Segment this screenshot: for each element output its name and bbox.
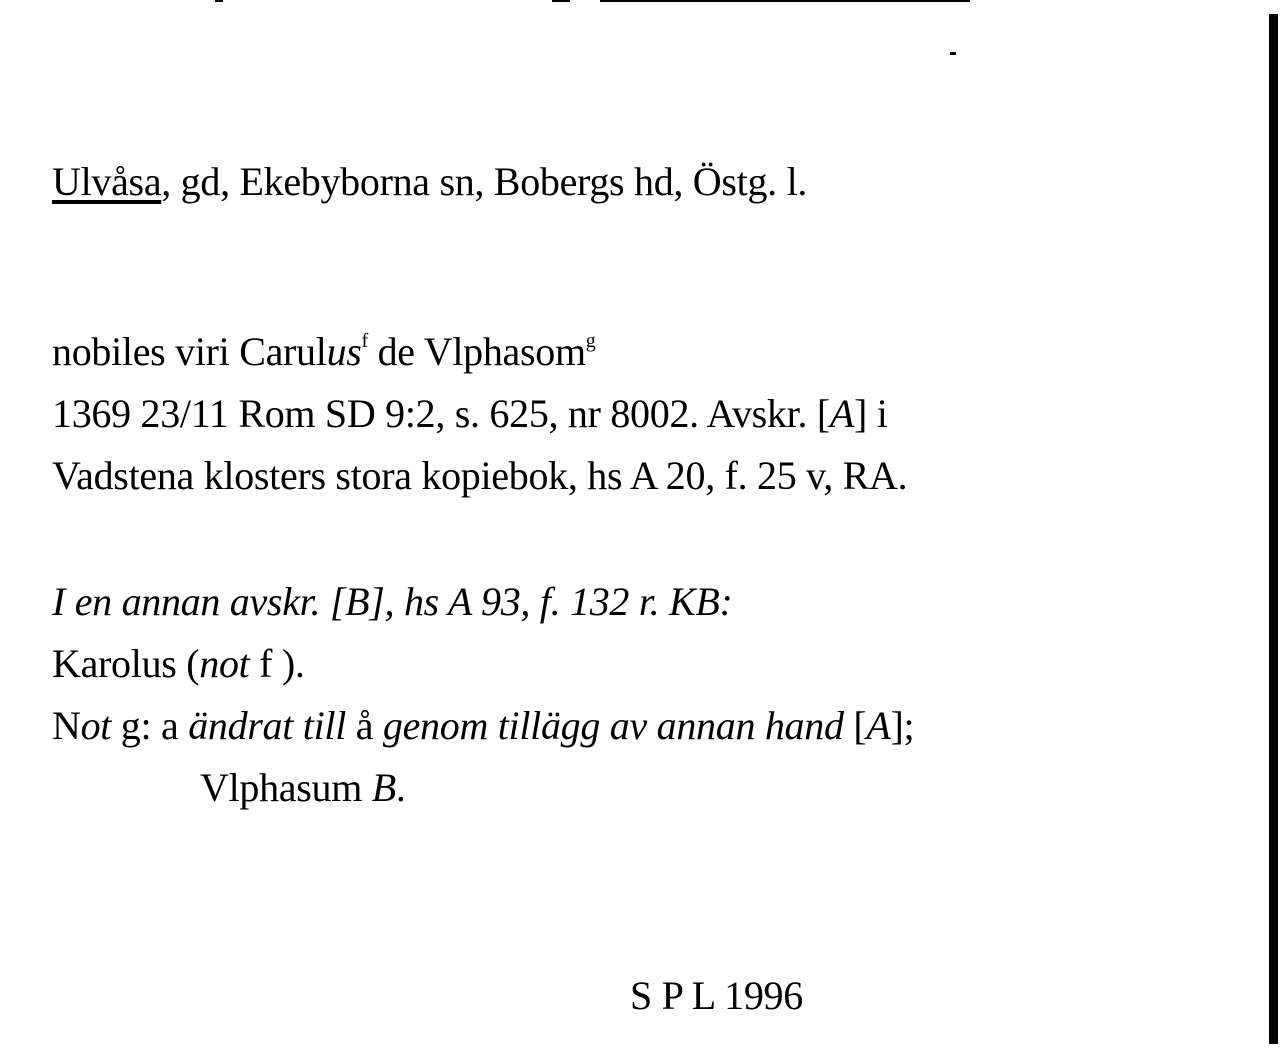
note-text: ]; <box>890 703 915 748</box>
scan-speck <box>215 0 223 2</box>
entry-source-line-2 <box>52 452 907 500</box>
entry-quote-line <box>52 328 595 376</box>
note-g-continuation <box>200 764 406 812</box>
note-italic: genom tillägg av annan hand <box>382 703 844 748</box>
signature-text: S P L 1996 <box>630 973 803 1018</box>
source-text: 1369 23/11 Rom SD 9:2, s. 625, nr 8002. Avskr. [ <box>52 391 830 436</box>
note-italic: B <box>371 765 396 810</box>
scan-edge-right <box>1269 14 1278 1044</box>
note-italic: ändrat till <box>188 703 347 748</box>
note-f <box>52 640 305 688</box>
note-text: N <box>52 703 81 748</box>
note-text: I en annan avskr. [B], hs A 93, f. 132 r. KB: <box>52 579 733 624</box>
source-text: Vadstena klosters stora kopiebok, hs A 20, f. 25 v, RA. <box>52 453 908 498</box>
source-italic: A <box>829 391 855 436</box>
place-details: , gd, Ekebyborna sn, Bobergs hd, Östg. l. <box>161 159 808 204</box>
note-g <box>52 702 914 750</box>
scan-speck <box>950 52 956 55</box>
note-text: . <box>395 765 406 810</box>
note-text: Vlphasum <box>200 765 372 810</box>
note-text: Karolus ( <box>52 641 200 686</box>
signature <box>630 972 803 1020</box>
footnote-marker-g: g <box>585 330 596 352</box>
note-text: f ). <box>249 641 305 686</box>
source-text: ] i <box>854 391 888 436</box>
header-line <box>52 158 807 206</box>
quote-text: de Vlphasom <box>367 329 586 374</box>
entry-source-line <box>52 390 888 438</box>
scan-speck <box>552 0 570 2</box>
note-other-copy <box>52 578 733 626</box>
footnote-marker-f: f <box>361 330 368 352</box>
note-text: å <box>346 703 383 748</box>
note-text: [ <box>843 703 867 748</box>
scan-edge-top <box>600 0 970 2</box>
note-italic: ot <box>80 703 112 748</box>
note-italic: not <box>199 641 250 686</box>
quote-text: nobiles viri Carul <box>52 329 327 374</box>
place-name: Ulvåsa <box>52 159 162 204</box>
note-italic: A <box>866 703 891 748</box>
quote-italic: us <box>326 329 362 374</box>
note-text: g: a <box>111 703 189 748</box>
